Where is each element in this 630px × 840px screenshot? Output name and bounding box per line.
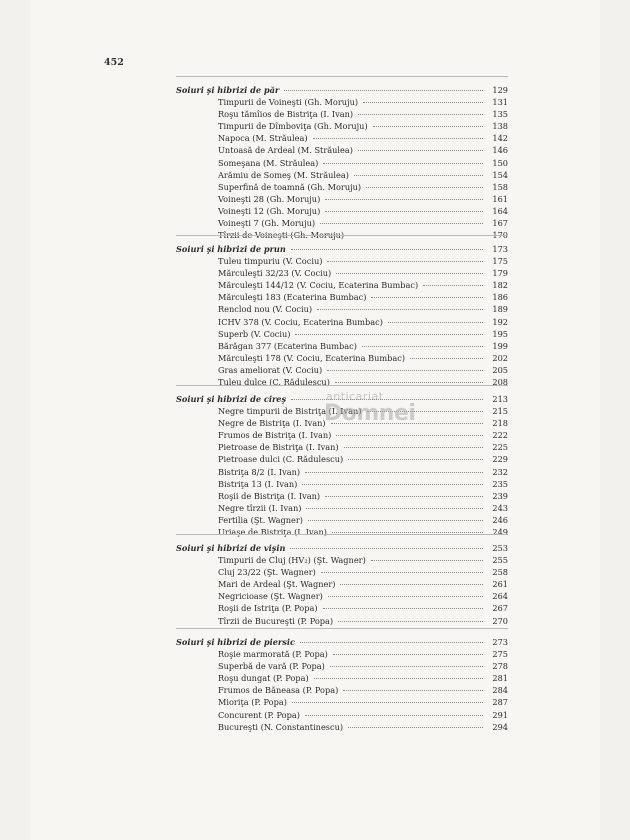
dot-leader — [344, 447, 483, 448]
toc-entry-page: 255 — [492, 555, 508, 565]
toc-entry-text: Negricioase (Şt. Wagner) — [218, 591, 323, 602]
dot-leader — [336, 273, 483, 274]
toc-entry-text: Bucureşti (N. Constantinescu) — [218, 721, 344, 732]
toc-entry-page: 161 — [492, 193, 508, 204]
dot-leader — [371, 297, 483, 298]
toc-entry-page: 294 — [492, 721, 508, 732]
toc-entry — [218, 590, 508, 602]
toc-entry-text: Concurent (P. Popa) — [218, 709, 300, 720]
toc-entry-page: 243 — [492, 502, 508, 513]
toc-entry-page: 186 — [492, 292, 508, 303]
toc-entry — [218, 181, 508, 193]
dot-leader — [348, 727, 483, 728]
section-heading-text: Soiuri şi hibrizi de păr — [176, 85, 280, 95]
toc-entry — [218, 352, 508, 364]
toc-entry-text: Renclod nou (V. Cociu) — [218, 304, 313, 315]
toc-entry-text: Frumos de Bistriţa (I. Ivan) — [218, 430, 332, 441]
toc-entry — [218, 316, 508, 328]
toc-entry-page: 135 — [492, 109, 508, 120]
dot-leader — [323, 608, 483, 609]
toc-entry — [218, 376, 508, 388]
toc-entry-text: Timpurii de Cluj (HV₂) (Şt. Wagner) — [218, 555, 366, 565]
toc-entry — [218, 514, 508, 526]
toc-entry — [218, 193, 508, 205]
section-heading — [176, 243, 508, 255]
dot-leader — [348, 459, 483, 460]
dot-leader — [314, 678, 483, 679]
toc-entry-page: 158 — [492, 181, 508, 192]
toc-entry-page: 199 — [492, 340, 508, 351]
dot-leader — [362, 346, 483, 347]
toc-entry-text: Mărculeşti 32/23 (V. Cociu) — [218, 268, 332, 279]
dot-leader — [343, 690, 483, 691]
toc-entry-text: Untoasă de Ardeal (M. Străulea) — [218, 145, 353, 156]
toc-entry-text: Roşii de Bistriţa (I. Ivan) — [218, 490, 321, 501]
toc-entry — [218, 526, 508, 538]
toc-entry-page: 154 — [492, 169, 508, 180]
toc-entry — [218, 453, 508, 465]
toc-entry — [218, 417, 508, 429]
toc-entry — [218, 120, 508, 132]
dot-leader — [320, 223, 483, 224]
toc-entry — [218, 578, 508, 590]
toc-entry-page: 142 — [492, 133, 508, 144]
toc-entry — [218, 429, 508, 441]
toc-entry-text: Roşii de Istriţa (P. Popa) — [218, 603, 318, 614]
dot-leader — [367, 411, 483, 412]
dot-leader — [325, 211, 483, 212]
dot-leader — [335, 382, 483, 383]
watermark-line-1: anticariat — [326, 390, 384, 403]
toc-entry-page: 235 — [492, 478, 508, 489]
toc-entry-page: 150 — [492, 157, 508, 168]
section-page-number: 213 — [492, 394, 508, 404]
toc-entry-text: Fertilia (Şt. Wagner) — [218, 514, 303, 525]
toc-entry-text: Timpurii de Voineşti (Gh. Moruju) — [218, 97, 359, 107]
toc-entry — [218, 566, 508, 578]
dot-leader — [327, 370, 483, 371]
toc-entry-text: ICHV 378 (V. Cociu, Ecaterina Bumbac) — [218, 316, 383, 327]
toc-entry-text: Pietroase de Bistriţa (I. Ivan) — [218, 442, 339, 453]
toc-entry — [218, 478, 508, 490]
dot-leader — [371, 560, 483, 561]
dot-leader — [331, 423, 483, 424]
dot-leader — [323, 163, 483, 164]
section-page-number: 273 — [492, 637, 508, 647]
toc-entry — [218, 684, 508, 696]
section-separator — [176, 534, 508, 535]
toc-entry-page: 225 — [492, 442, 508, 453]
dot-leader — [373, 126, 483, 127]
section-heading-text: Soiuri şi hibrizi de cireş — [176, 394, 287, 404]
toc-entry-text: Voineşti 12 (Gh. Moruju) — [218, 205, 321, 216]
toc-entry-page: 284 — [492, 685, 508, 696]
toc-entry-page: 291 — [492, 709, 508, 720]
toc-entry — [218, 490, 508, 502]
dot-leader — [292, 702, 483, 703]
toc-entry-text: Mărculeşti 144/12 (V. Cociu, Ecaterina Bumbac) — [218, 280, 419, 291]
dot-leader — [332, 532, 483, 533]
dot-leader — [321, 572, 483, 573]
dot-leader — [308, 520, 483, 521]
toc-entry-text: Cluj 23/22 (Şt. Wagner) — [218, 567, 316, 578]
dot-leader — [410, 358, 483, 359]
toc-entry — [218, 502, 508, 514]
dot-leader — [305, 715, 483, 716]
toc-entry-page: 232 — [492, 466, 508, 477]
toc-entry-page: 146 — [492, 145, 508, 156]
toc-entry-text: Mari de Ardeal (Şt. Wagner) — [218, 579, 336, 590]
toc-entry-page: 164 — [492, 205, 508, 216]
toc-entry-text: Tîrzii de Voineşti (Gh. Moruju) — [218, 230, 345, 241]
toc-entry-page: 270 — [492, 615, 508, 626]
toc-entry-text: Superbă de vară (P. Popa) — [218, 661, 325, 672]
toc-entry-page: 287 — [492, 697, 508, 708]
toc-entry-page: 229 — [492, 454, 508, 465]
dot-leader — [290, 548, 483, 549]
toc-entry-text: Voineşti 7 (Gh. Moruju) — [218, 218, 316, 228]
toc-entry-text: Mărculeşti 183 (Ecaterina Bumbac) — [218, 292, 367, 303]
toc-entry — [218, 648, 508, 660]
toc-entry-text: Uriaşe de Bistriţa (I. Ivan) — [218, 527, 327, 537]
watermark-line-2: Domnei — [324, 401, 416, 426]
toc-entry — [218, 696, 508, 708]
toc-entry-text: Mărculeşti 178 (V. Cociu, Ecaterina Bumbac) — [218, 352, 406, 363]
toc-entry-page: 239 — [492, 490, 508, 501]
dot-leader — [333, 654, 483, 655]
toc-entry — [218, 466, 508, 478]
toc-entry — [218, 615, 508, 627]
toc-entry — [218, 144, 508, 156]
toc-entry-text: Gras ameliorat (V. Cociu) — [218, 364, 323, 375]
section-heading — [176, 84, 508, 96]
toc-entry — [218, 709, 508, 721]
dot-leader — [336, 435, 483, 436]
toc-entry — [218, 328, 508, 340]
dot-leader — [423, 285, 483, 286]
dot-leader — [366, 187, 483, 188]
dot-leader — [313, 138, 483, 139]
toc-entry-page: 205 — [492, 364, 508, 375]
toc-entry-text: Bistriţa 13 (I. Ivan) — [218, 478, 298, 489]
toc-entry-text: Roşu tămîios de Bistriţa (I. Ivan) — [218, 109, 354, 120]
dot-leader — [291, 249, 483, 250]
toc-entry — [218, 169, 508, 181]
dot-leader — [300, 642, 483, 643]
section-page-number: 129 — [492, 85, 508, 95]
dot-leader — [284, 90, 483, 91]
toc-entry — [218, 255, 508, 267]
toc-entry-text: Roşie marmorată (P. Popa) — [218, 649, 328, 659]
toc-entry-page: 202 — [492, 352, 508, 363]
toc-entry — [218, 672, 508, 684]
toc-entry-text: Negre tîrzii (I. Ivan) — [218, 502, 302, 513]
dot-leader — [325, 199, 483, 200]
dot-leader — [295, 334, 483, 335]
toc-entry-page: 267 — [492, 603, 508, 614]
toc-entry-text: Negre de Bistriţa (I. Ivan) — [218, 418, 326, 429]
dot-leader — [338, 621, 483, 622]
toc-entry — [218, 721, 508, 733]
toc-entry-text: Roşu dungat (P. Popa) — [218, 673, 309, 684]
toc-entry-page: 258 — [492, 567, 508, 578]
toc-entry-page: 195 — [492, 328, 508, 339]
toc-entry-page: 167 — [492, 218, 508, 228]
toc-entry-page: 175 — [492, 256, 508, 266]
toc-entry-text: Voineşti 28 (Gh. Moruju) — [218, 193, 321, 204]
toc-entry — [218, 303, 508, 315]
toc-entry — [218, 108, 508, 120]
toc-entry-page: 246 — [492, 514, 508, 525]
toc-entry — [218, 157, 508, 169]
section-page-number: 253 — [492, 543, 508, 553]
toc-entry-text: Someşana (M. Străulea) — [218, 157, 319, 168]
toc-entry — [218, 405, 508, 417]
section-separator — [176, 235, 508, 236]
toc-entry — [218, 602, 508, 614]
toc-entry-text: Superb (V. Cociu) — [218, 328, 291, 339]
page-number: 452 — [104, 57, 124, 68]
toc-entry — [218, 217, 508, 229]
toc-entry-text: Mioriţa (P. Popa) — [218, 697, 287, 708]
dot-leader — [291, 399, 483, 400]
toc-entry-text: Superfină de toamnă (Gh. Moruju) — [218, 181, 362, 192]
dot-leader — [317, 309, 483, 310]
dot-leader — [302, 484, 483, 485]
toc-entry — [218, 96, 508, 108]
toc-entry-page: 138 — [492, 121, 508, 132]
toc-entry — [218, 132, 508, 144]
section-heading — [176, 542, 508, 554]
toc-entry-page: 275 — [492, 649, 508, 659]
section-heading-text: Soiuri şi hibrizi de vişin — [176, 543, 286, 553]
section-heading — [176, 636, 508, 648]
toc-entry-page: 208 — [492, 377, 508, 387]
section-heading — [176, 393, 508, 405]
section-separator — [176, 76, 508, 77]
dot-leader — [340, 584, 483, 585]
toc-entry-text: Bărăgan 377 (Ecaterina Bumbac) — [218, 340, 357, 351]
toc-entry — [218, 441, 508, 453]
toc-entry — [218, 340, 508, 352]
toc-entry-page: 170 — [492, 230, 508, 241]
toc-entry-text: Timpurii de Dîmboviţa (Gh. Moruju) — [218, 121, 368, 132]
toc-entry-text: Frumos de Băneasa (P. Popa) — [218, 685, 339, 696]
toc-entry-page: 215 — [492, 406, 508, 416]
toc-entry-page: 278 — [492, 661, 508, 672]
toc-entry-page: 261 — [492, 579, 508, 590]
dot-leader — [330, 666, 483, 667]
toc-entry — [218, 291, 508, 303]
toc-entry — [218, 554, 508, 566]
toc-entry-text: Tuleu dulce (C. Rădulescu) — [218, 377, 330, 387]
toc-entry — [218, 364, 508, 376]
toc-entry-page: 281 — [492, 673, 508, 684]
dot-leader — [327, 261, 483, 262]
toc-entry-page: 222 — [492, 430, 508, 441]
toc-entry-page: 264 — [492, 591, 508, 602]
section-separator — [176, 385, 508, 386]
section-page-number: 173 — [492, 244, 508, 254]
toc-entry-page: 192 — [492, 316, 508, 327]
toc-entry — [218, 267, 508, 279]
dot-leader — [328, 596, 483, 597]
toc-entry-page: 182 — [492, 280, 508, 291]
section-heading-text: Soiuri şi hibrizi de prun — [176, 244, 286, 254]
toc-entry — [218, 660, 508, 672]
toc-entry-text: Napoca (M. Străulea) — [218, 133, 308, 144]
dot-leader — [388, 322, 483, 323]
toc-entry — [218, 279, 508, 291]
toc-entry-page: 179 — [492, 268, 508, 279]
toc-entry-page: 249 — [492, 527, 508, 537]
dot-leader — [358, 114, 483, 115]
toc-entry-page: 131 — [492, 97, 508, 107]
toc-entry-text: Tuleu timpuriu (V. Cociu) — [218, 256, 323, 266]
toc-entry-page: 218 — [492, 418, 508, 429]
toc-entry-text: Bistriţa 8/2 (I. Ivan) — [218, 466, 301, 477]
dot-leader — [305, 472, 483, 473]
toc-entry — [218, 205, 508, 217]
dot-leader — [354, 175, 483, 176]
toc-entry-page: 189 — [492, 304, 508, 315]
toc-entry-text: Negre timpurii de Bistriţa (I. Ivan) — [218, 406, 362, 416]
toc-entry-text: Pietroase dulci (C. Rădulescu) — [218, 454, 344, 465]
dot-leader — [325, 496, 483, 497]
section-heading-text: Soiuri şi hibrizi de piersic — [176, 637, 295, 647]
toc-entry-text: Tîrzii de Bucureşti (P. Popa) — [218, 615, 334, 626]
toc-entry-text: Arămiu de Someş (M. Străulea) — [218, 169, 349, 180]
dot-leader — [363, 102, 483, 103]
section-separator — [176, 628, 508, 629]
dot-leader — [306, 508, 483, 509]
dot-leader — [358, 150, 483, 151]
